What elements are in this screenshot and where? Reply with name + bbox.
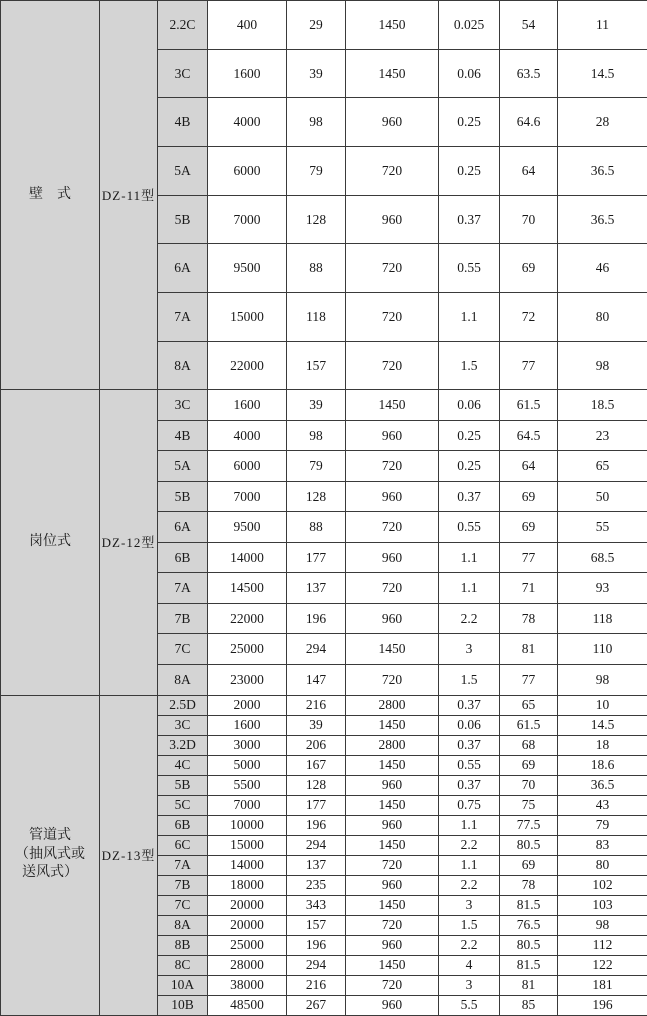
weight-cell: 80 (558, 293, 647, 342)
noise-cell: 81.5 (500, 955, 558, 975)
noise-cell: 75 (500, 795, 558, 815)
power-cell: 0.37 (439, 695, 500, 715)
noise-cell: 70 (500, 195, 558, 244)
pressure-cell: 294 (287, 835, 346, 855)
pressure-cell: 137 (287, 573, 346, 604)
noise-cell: 61.5 (500, 715, 558, 735)
table-row (1, 695, 647, 715)
airflow-cell: 5000 (208, 755, 287, 775)
weight-cell: 18 (558, 735, 647, 755)
weight-cell: 93 (558, 573, 647, 604)
power-cell: 3 (439, 895, 500, 915)
speed-cell: 1450 (346, 835, 439, 855)
weight-cell: 55 (558, 512, 647, 543)
size-cell: 10A (158, 975, 208, 995)
weight-cell: 43 (558, 795, 647, 815)
size-cell: 5A (158, 147, 208, 196)
noise-cell: 77.5 (500, 815, 558, 835)
airflow-cell: 20000 (208, 895, 287, 915)
pressure-cell: 137 (287, 855, 346, 875)
speed-cell: 960 (346, 995, 439, 1015)
weight-cell: 102 (558, 875, 647, 895)
weight-cell: 110 (558, 634, 647, 665)
power-cell: 0.75 (439, 795, 500, 815)
noise-cell: 65 (500, 695, 558, 715)
speed-cell: 720 (346, 341, 439, 390)
airflow-cell: 14500 (208, 573, 287, 604)
weight-cell: 181 (558, 975, 647, 995)
pressure-cell: 39 (287, 49, 346, 98)
pressure-cell: 39 (287, 390, 346, 421)
weight-cell: 18.6 (558, 755, 647, 775)
speed-cell: 1450 (346, 895, 439, 915)
weight-cell: 46 (558, 244, 647, 293)
power-cell: 4 (439, 955, 500, 975)
noise-cell: 69 (500, 481, 558, 512)
power-cell: 5.5 (439, 995, 500, 1015)
size-cell: 7A (158, 573, 208, 604)
noise-cell: 72 (500, 293, 558, 342)
model-cell: DZ-11型 (100, 1, 158, 390)
speed-cell: 2800 (346, 695, 439, 715)
speed-cell: 1450 (346, 49, 439, 98)
size-cell: 8A (158, 915, 208, 935)
power-cell: 1.1 (439, 573, 500, 604)
size-cell: 5A (158, 451, 208, 482)
size-cell: 6A (158, 244, 208, 293)
pressure-cell: 343 (287, 895, 346, 915)
size-cell: 5B (158, 481, 208, 512)
pressure-cell: 88 (287, 512, 346, 543)
pressure-cell: 128 (287, 481, 346, 512)
airflow-cell: 2000 (208, 695, 287, 715)
size-cell: 7B (158, 603, 208, 634)
pressure-cell: 235 (287, 875, 346, 895)
weight-cell: 14.5 (558, 49, 647, 98)
airflow-cell: 1600 (208, 390, 287, 421)
airflow-cell: 4000 (208, 420, 287, 451)
pressure-cell: 177 (287, 542, 346, 573)
noise-cell: 64 (500, 147, 558, 196)
airflow-cell: 18000 (208, 875, 287, 895)
weight-cell: 98 (558, 915, 647, 935)
size-cell: 3.2D (158, 735, 208, 755)
weight-cell: 23 (558, 420, 647, 451)
size-cell: 7B (158, 875, 208, 895)
size-cell: 10B (158, 995, 208, 1015)
category-cell: 岗位式 (1, 390, 100, 695)
power-cell: 2.2 (439, 835, 500, 855)
power-cell: 0.25 (439, 420, 500, 451)
pressure-cell: 118 (287, 293, 346, 342)
airflow-cell: 10000 (208, 815, 287, 835)
power-cell: 3 (439, 975, 500, 995)
speed-cell: 1450 (346, 795, 439, 815)
airflow-cell: 25000 (208, 935, 287, 955)
noise-cell: 78 (500, 603, 558, 634)
speed-cell: 720 (346, 915, 439, 935)
size-cell: 5C (158, 795, 208, 815)
weight-cell: 36.5 (558, 775, 647, 795)
airflow-cell: 400 (208, 1, 287, 50)
size-cell: 4C (158, 755, 208, 775)
noise-cell: 54 (500, 1, 558, 50)
pressure-cell: 294 (287, 955, 346, 975)
speed-cell: 960 (346, 815, 439, 835)
power-cell: 0.37 (439, 195, 500, 244)
speed-cell: 720 (346, 293, 439, 342)
noise-cell: 70 (500, 775, 558, 795)
pressure-cell: 196 (287, 815, 346, 835)
weight-cell: 14.5 (558, 715, 647, 735)
spec-table-body (1, 1, 647, 1016)
category-cell: 壁 式 (1, 1, 100, 390)
size-cell: 7A (158, 293, 208, 342)
noise-cell: 64 (500, 451, 558, 482)
airflow-cell: 1600 (208, 715, 287, 735)
noise-cell: 80.5 (500, 935, 558, 955)
power-cell: 0.06 (439, 390, 500, 421)
power-cell: 0.37 (439, 481, 500, 512)
pressure-cell: 128 (287, 195, 346, 244)
weight-cell: 103 (558, 895, 647, 915)
airflow-cell: 6000 (208, 451, 287, 482)
airflow-cell: 14000 (208, 855, 287, 875)
weight-cell: 36.5 (558, 195, 647, 244)
noise-cell: 78 (500, 875, 558, 895)
speed-cell: 720 (346, 975, 439, 995)
speed-cell: 960 (346, 935, 439, 955)
weight-cell: 11 (558, 1, 647, 50)
weight-cell: 36.5 (558, 147, 647, 196)
airflow-cell: 48500 (208, 995, 287, 1015)
pressure-cell: 157 (287, 915, 346, 935)
speed-cell: 960 (346, 420, 439, 451)
airflow-cell: 38000 (208, 975, 287, 995)
airflow-cell: 7000 (208, 195, 287, 244)
airflow-cell: 15000 (208, 835, 287, 855)
noise-cell: 81 (500, 975, 558, 995)
airflow-cell: 4000 (208, 98, 287, 147)
size-cell: 7C (158, 634, 208, 665)
weight-cell: 98 (558, 341, 647, 390)
power-cell: 1.1 (439, 293, 500, 342)
table-row (1, 1, 647, 50)
pressure-cell: 167 (287, 755, 346, 775)
speed-cell: 960 (346, 542, 439, 573)
speed-cell: 2800 (346, 735, 439, 755)
speed-cell: 960 (346, 603, 439, 634)
speed-cell: 720 (346, 573, 439, 604)
noise-cell: 80.5 (500, 835, 558, 855)
noise-cell: 81.5 (500, 895, 558, 915)
speed-cell: 1450 (346, 755, 439, 775)
speed-cell: 720 (346, 244, 439, 293)
power-cell: 0.37 (439, 735, 500, 755)
airflow-cell: 3000 (208, 735, 287, 755)
speed-cell: 1450 (346, 634, 439, 665)
noise-cell: 68 (500, 735, 558, 755)
size-cell: 8B (158, 935, 208, 955)
noise-cell: 61.5 (500, 390, 558, 421)
speed-cell: 960 (346, 775, 439, 795)
weight-cell: 18.5 (558, 390, 647, 421)
size-cell: 6B (158, 815, 208, 835)
noise-cell: 69 (500, 855, 558, 875)
speed-cell: 720 (346, 855, 439, 875)
speed-cell: 960 (346, 481, 439, 512)
power-cell: 3 (439, 634, 500, 665)
power-cell: 0.55 (439, 755, 500, 775)
airflow-cell: 20000 (208, 915, 287, 935)
airflow-cell: 7000 (208, 795, 287, 815)
noise-cell: 63.5 (500, 49, 558, 98)
speed-cell: 720 (346, 147, 439, 196)
weight-cell: 79 (558, 815, 647, 835)
power-cell: 1.1 (439, 815, 500, 835)
noise-cell: 71 (500, 573, 558, 604)
size-cell: 8C (158, 955, 208, 975)
noise-cell: 77 (500, 341, 558, 390)
airflow-cell: 28000 (208, 955, 287, 975)
weight-cell: 68.5 (558, 542, 647, 573)
pressure-cell: 196 (287, 603, 346, 634)
power-cell: 1.1 (439, 542, 500, 573)
size-cell: 6C (158, 835, 208, 855)
power-cell: 0.06 (439, 49, 500, 98)
pressure-cell: 294 (287, 634, 346, 665)
size-cell: 3C (158, 49, 208, 98)
size-cell: 2.2C (158, 1, 208, 50)
size-cell: 3C (158, 715, 208, 735)
weight-cell: 83 (558, 835, 647, 855)
noise-cell: 69 (500, 512, 558, 543)
power-cell: 0.55 (439, 244, 500, 293)
power-cell: 0.25 (439, 98, 500, 147)
power-cell: 0.25 (439, 147, 500, 196)
airflow-cell: 25000 (208, 634, 287, 665)
airflow-cell: 7000 (208, 481, 287, 512)
noise-cell: 76.5 (500, 915, 558, 935)
pressure-cell: 216 (287, 695, 346, 715)
noise-cell: 85 (500, 995, 558, 1015)
pressure-cell: 128 (287, 775, 346, 795)
power-cell: 1.5 (439, 341, 500, 390)
category-cell: 管道式 （抽风式或 送风式） (1, 695, 100, 1015)
pressure-cell: 177 (287, 795, 346, 815)
size-cell: 8A (158, 341, 208, 390)
noise-cell: 69 (500, 244, 558, 293)
speed-cell: 720 (346, 451, 439, 482)
speed-cell: 960 (346, 875, 439, 895)
size-cell: 6A (158, 512, 208, 543)
power-cell: 2.2 (439, 875, 500, 895)
weight-cell: 65 (558, 451, 647, 482)
pressure-cell: 88 (287, 244, 346, 293)
size-cell: 4B (158, 420, 208, 451)
pressure-cell: 196 (287, 935, 346, 955)
noise-cell: 64.6 (500, 98, 558, 147)
weight-cell: 50 (558, 481, 647, 512)
airflow-cell: 9500 (208, 244, 287, 293)
weight-cell: 28 (558, 98, 647, 147)
pressure-cell: 147 (287, 664, 346, 695)
size-cell: 2.5D (158, 695, 208, 715)
power-cell: 0.55 (439, 512, 500, 543)
weight-cell: 98 (558, 664, 647, 695)
power-cell: 0.025 (439, 1, 500, 50)
power-cell: 1.1 (439, 855, 500, 875)
speed-cell: 1450 (346, 715, 439, 735)
pressure-cell: 39 (287, 715, 346, 735)
model-cell: DZ-12型 (100, 390, 158, 695)
weight-cell: 10 (558, 695, 647, 715)
speed-cell: 720 (346, 664, 439, 695)
pressure-cell: 79 (287, 451, 346, 482)
speed-cell: 960 (346, 98, 439, 147)
size-cell: 8A (158, 664, 208, 695)
power-cell: 0.37 (439, 775, 500, 795)
weight-cell: 80 (558, 855, 647, 875)
speed-cell: 960 (346, 195, 439, 244)
noise-cell: 77 (500, 664, 558, 695)
weight-cell: 112 (558, 935, 647, 955)
weight-cell: 122 (558, 955, 647, 975)
size-cell: 5B (158, 195, 208, 244)
airflow-cell: 22000 (208, 341, 287, 390)
power-cell: 2.2 (439, 603, 500, 634)
size-cell: 4B (158, 98, 208, 147)
noise-cell: 81 (500, 634, 558, 665)
speed-cell: 1450 (346, 390, 439, 421)
noise-cell: 77 (500, 542, 558, 573)
weight-cell: 118 (558, 603, 647, 634)
pressure-cell: 98 (287, 420, 346, 451)
airflow-cell: 9500 (208, 512, 287, 543)
pressure-cell: 267 (287, 995, 346, 1015)
power-cell: 0.25 (439, 451, 500, 482)
speed-cell: 720 (346, 512, 439, 543)
pressure-cell: 79 (287, 147, 346, 196)
pressure-cell: 216 (287, 975, 346, 995)
model-cell: DZ-13型 (100, 695, 158, 1015)
noise-cell: 69 (500, 755, 558, 775)
airflow-cell: 14000 (208, 542, 287, 573)
airflow-cell: 22000 (208, 603, 287, 634)
noise-cell: 64.5 (500, 420, 558, 451)
weight-cell: 196 (558, 995, 647, 1015)
size-cell: 7A (158, 855, 208, 875)
airflow-cell: 1600 (208, 49, 287, 98)
pressure-cell: 29 (287, 1, 346, 50)
power-cell: 1.5 (439, 664, 500, 695)
pressure-cell: 157 (287, 341, 346, 390)
airflow-cell: 5500 (208, 775, 287, 795)
speed-cell: 1450 (346, 955, 439, 975)
power-cell: 2.2 (439, 935, 500, 955)
size-cell: 6B (158, 542, 208, 573)
pressure-cell: 98 (287, 98, 346, 147)
table-row (1, 390, 647, 421)
power-cell: 0.06 (439, 715, 500, 735)
size-cell: 7C (158, 895, 208, 915)
speed-cell: 1450 (346, 1, 439, 50)
power-cell: 1.5 (439, 915, 500, 935)
airflow-cell: 15000 (208, 293, 287, 342)
airflow-cell: 23000 (208, 664, 287, 695)
airflow-cell: 6000 (208, 147, 287, 196)
pressure-cell: 206 (287, 735, 346, 755)
size-cell: 5B (158, 775, 208, 795)
size-cell: 3C (158, 390, 208, 421)
